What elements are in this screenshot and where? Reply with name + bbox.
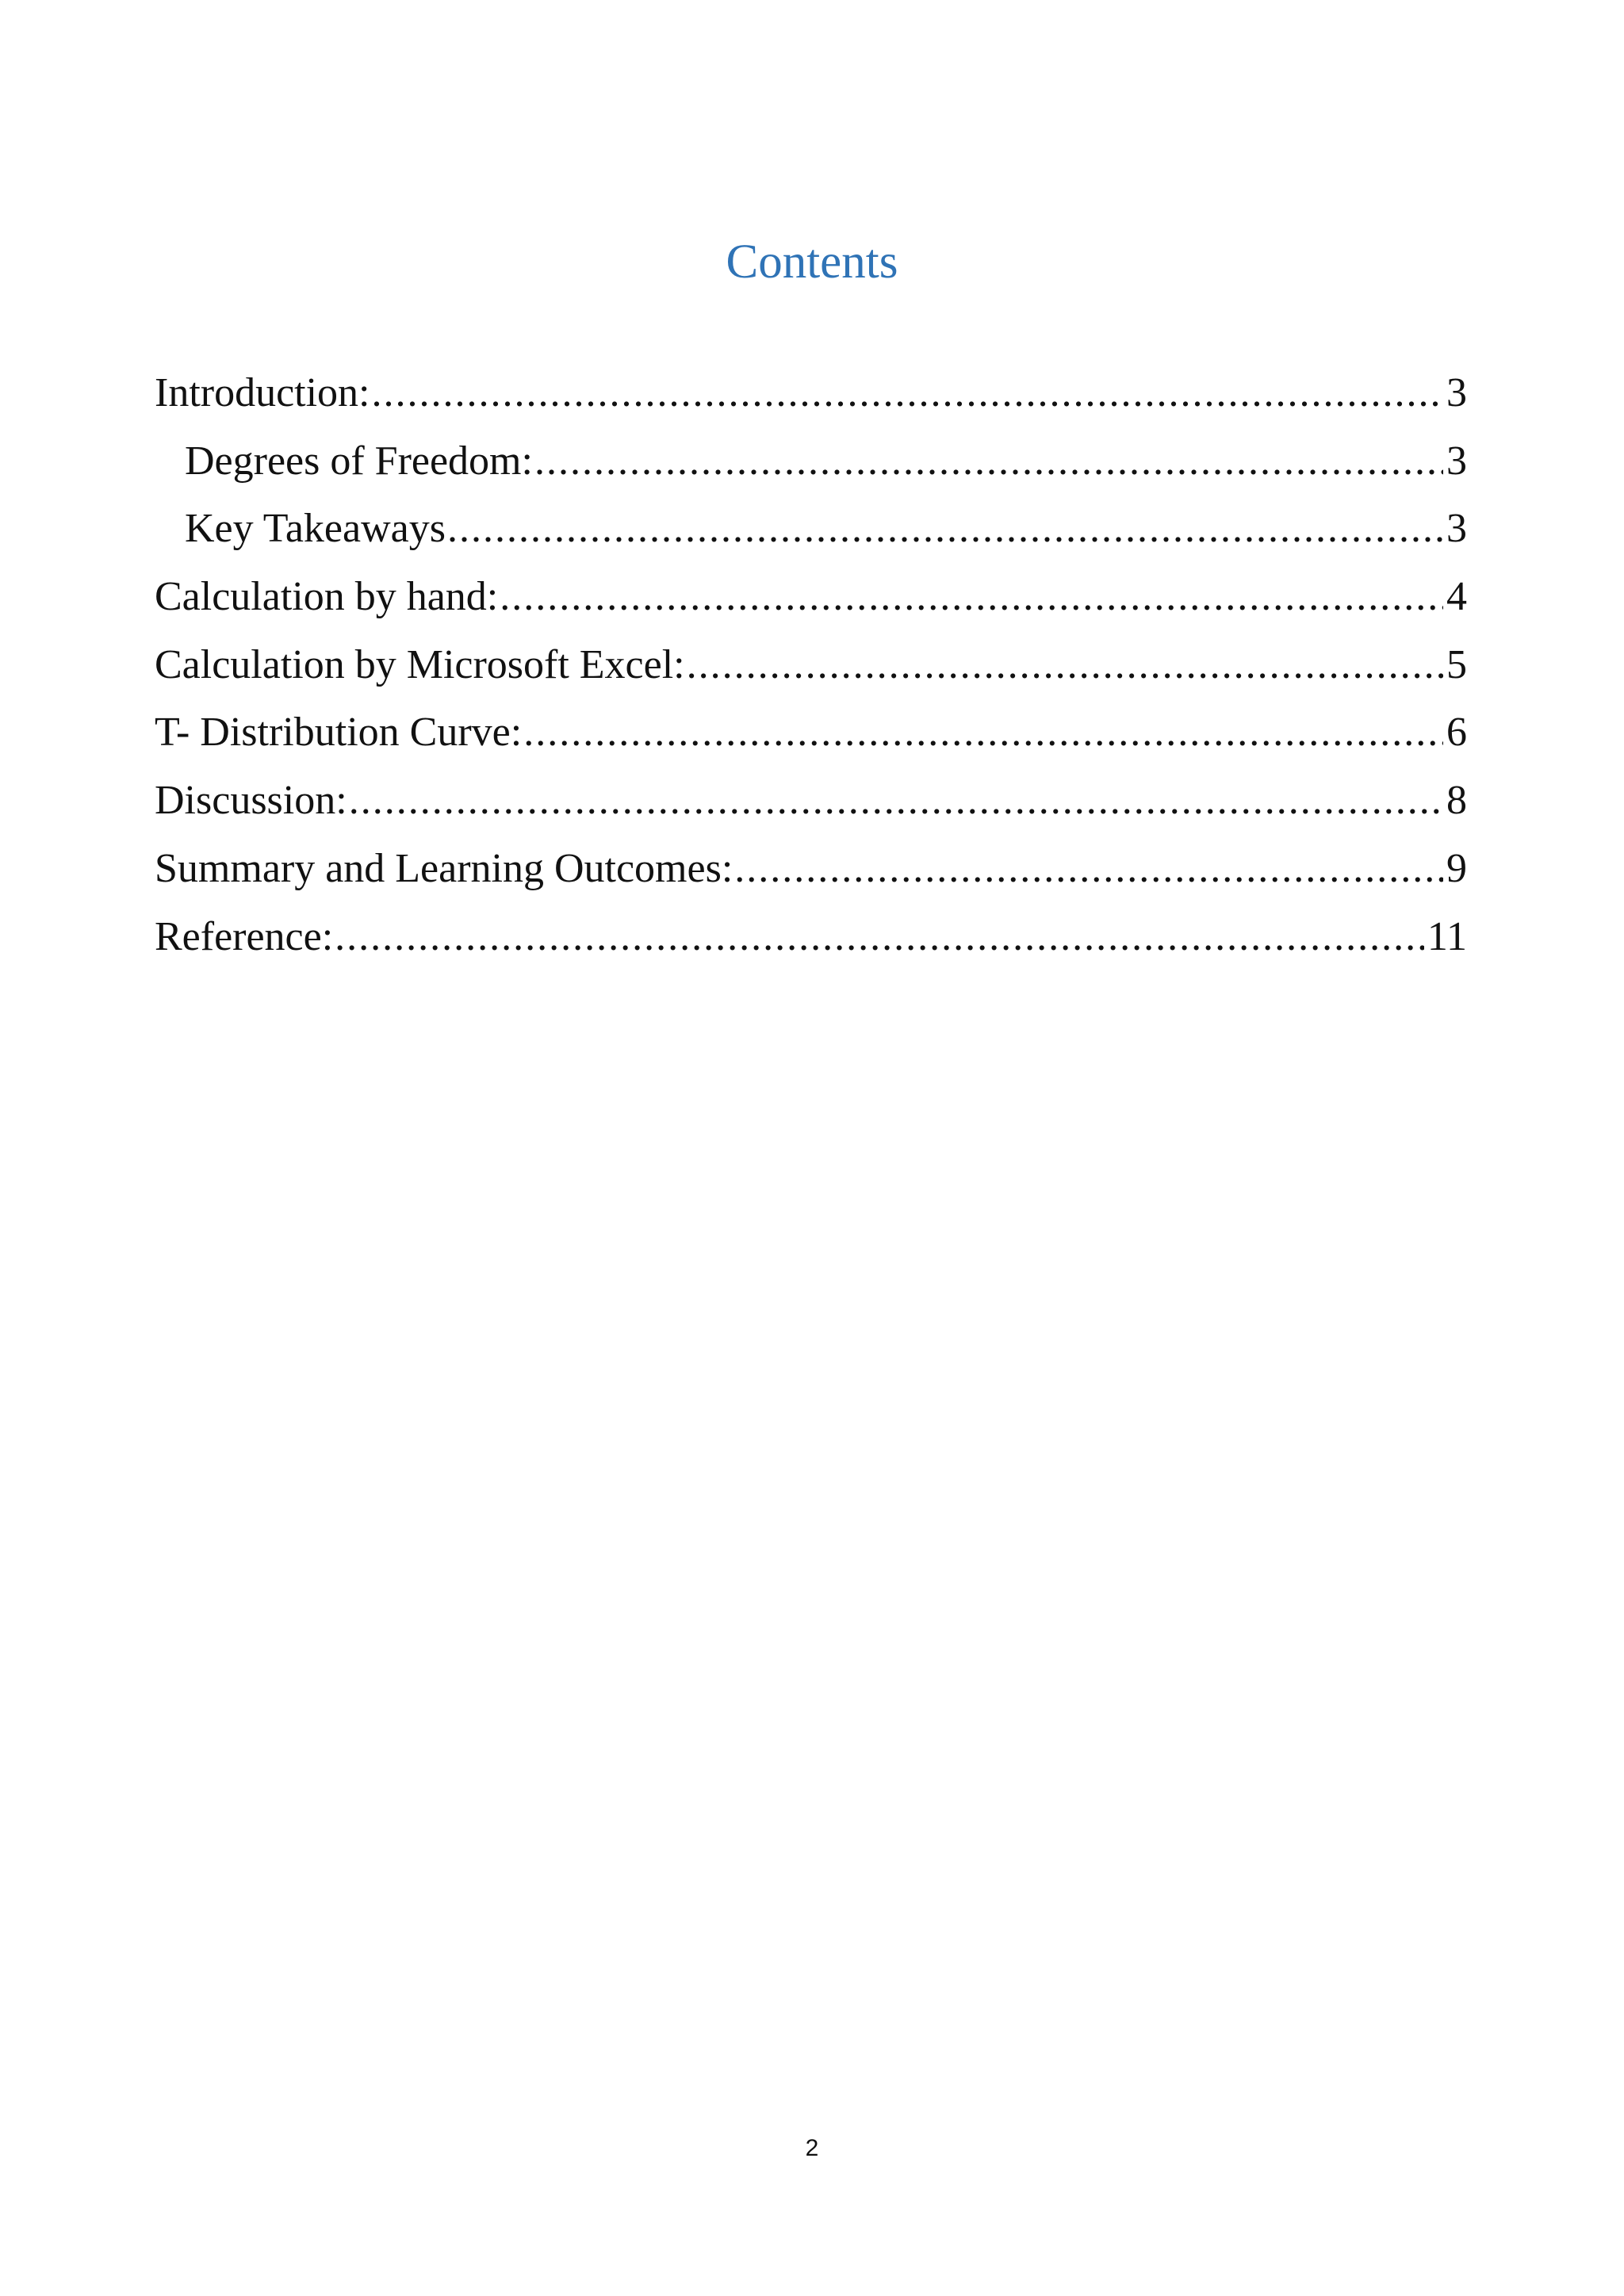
toc-dot-leader	[534, 441, 1443, 482]
toc-entry-page: 11	[1427, 916, 1467, 959]
toc-dot-leader	[734, 848, 1443, 890]
toc-entry-calculation-by-excel[interactable]	[155, 645, 1467, 713]
toc-entry-label: Key Takeaways	[185, 508, 446, 552]
toc-entry-page: 8	[1446, 780, 1467, 824]
toc-entry-label: Calculation by Microsoft Excel:	[155, 644, 685, 687]
toc-entry-page: 4	[1446, 576, 1467, 620]
toc-entry-key-takeaways[interactable]	[155, 508, 1467, 576]
toc-entry-page: 3	[1446, 373, 1467, 415]
toc-entry-page: 6	[1446, 712, 1467, 756]
toc-dot-leader	[687, 645, 1443, 686]
toc-dot-leader	[372, 373, 1443, 414]
toc-entry-page: 3	[1446, 508, 1467, 552]
toc-dot-leader	[447, 508, 1443, 549]
toc-entry-reference[interactable]	[155, 916, 1467, 985]
toc-entry-discussion[interactable]	[155, 780, 1467, 848]
toc-dot-leader	[500, 576, 1443, 618]
toc-entry-label: Calculation by hand:	[155, 576, 499, 620]
toc-dot-leader	[335, 916, 1424, 958]
toc-entry-label: Introduction:	[155, 373, 370, 415]
table-of-contents	[155, 373, 1467, 984]
toc-entry-page: 5	[1446, 644, 1467, 687]
toc-entry-label: Discussion:	[155, 780, 347, 824]
toc-dot-leader	[349, 780, 1443, 821]
toc-entry-page: 3	[1446, 440, 1467, 484]
toc-entry-label: Reference:	[155, 916, 334, 959]
toc-entry-degrees-of-freedom[interactable]	[155, 441, 1467, 509]
toc-entry-introduction[interactable]	[155, 373, 1467, 441]
toc-dot-leader	[523, 712, 1443, 753]
contents-title: Contents	[726, 235, 898, 289]
toc-entry-t-distribution-curve[interactable]	[155, 712, 1467, 780]
toc-entry-label: Degrees of Freedom:	[185, 440, 533, 484]
toc-entry-label: T- Distribution Curve:	[155, 712, 523, 756]
toc-entry-summary[interactable]	[155, 848, 1467, 916]
toc-entry-page: 9	[1446, 848, 1467, 891]
page-number: 2	[805, 2135, 819, 2161]
toc-entry-calculation-by-hand[interactable]	[155, 576, 1467, 645]
toc-entry-label: Summary and Learning Outcomes:	[155, 848, 733, 891]
